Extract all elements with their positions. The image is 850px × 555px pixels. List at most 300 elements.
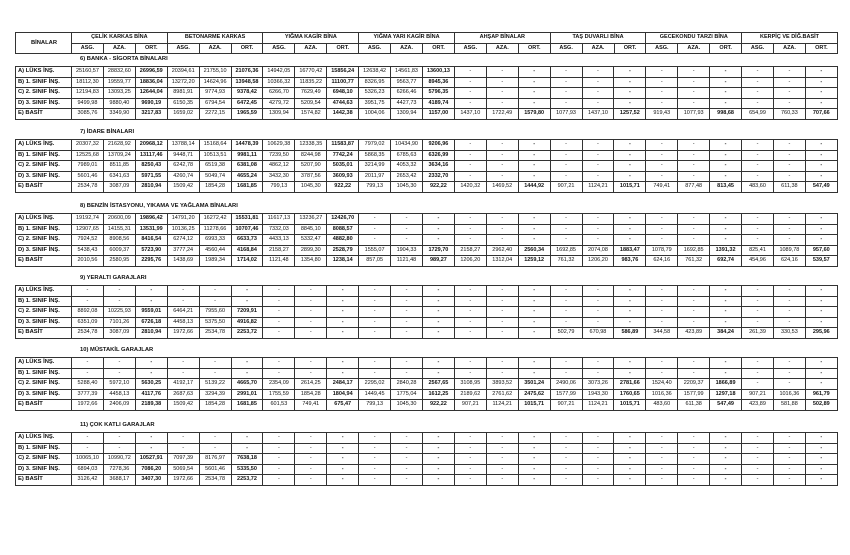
table-cell: - <box>742 67 774 78</box>
table-cell: - <box>454 317 486 328</box>
table-cell: 8981,91 <box>167 88 199 99</box>
sub-header: ORT. <box>805 43 837 54</box>
table-cell: 922,22 <box>422 182 454 193</box>
table-cell: 7629,49 <box>295 88 327 99</box>
table-cell: 6726,18 <box>135 317 167 328</box>
table-cell: 1692,85 <box>678 245 710 256</box>
table-cell: 7955,60 <box>199 307 231 318</box>
table-cell: - <box>518 98 550 109</box>
sub-header: AZA. <box>582 43 614 54</box>
row-label: A) LÜKS İNŞ. <box>16 358 72 369</box>
row-label: A) LÜKS İNŞ. <box>16 214 72 225</box>
table-cell: - <box>678 286 710 297</box>
table-cell: 4458,13 <box>167 317 199 328</box>
row-label: C) 2. SINIF İNŞ. <box>16 454 72 465</box>
table-cell: - <box>486 358 518 369</box>
table-row <box>16 358 838 369</box>
table-cell: 1121,48 <box>263 256 295 267</box>
table-cell: - <box>422 358 454 369</box>
table-cell: - <box>550 307 582 318</box>
table-cell: - <box>359 475 391 486</box>
table-cell: - <box>614 88 646 99</box>
table-cell: - <box>773 443 805 454</box>
table-cell: - <box>773 464 805 475</box>
table-cell: 539,57 <box>805 256 837 267</box>
table-cell: - <box>167 443 199 454</box>
table-cell: 21628,92 <box>103 140 135 151</box>
table-cell: 3294,39 <box>199 389 231 400</box>
table-cell: 483,60 <box>646 400 678 411</box>
table-cell: - <box>391 296 423 307</box>
table-cell: - <box>805 88 837 99</box>
table-cell: 5723,90 <box>135 245 167 256</box>
table-cell: 7742,24 <box>327 150 359 161</box>
table-cell: 12644,04 <box>135 88 167 99</box>
table-cell: - <box>486 443 518 454</box>
table-cell: 3951,75 <box>359 98 391 109</box>
table-cell: 12194,83 <box>72 88 104 99</box>
table-cell: - <box>167 433 199 444</box>
table-cell: - <box>103 296 135 307</box>
table-cell: - <box>646 98 678 109</box>
table-cell: - <box>486 67 518 78</box>
row-label: B) 1. SINIF İNŞ. <box>16 77 72 88</box>
table-cell: 7989,01 <box>72 161 104 172</box>
table-cell: 423,89 <box>678 328 710 339</box>
table-cell: - <box>518 224 550 235</box>
table-cell: 344,58 <box>646 328 678 339</box>
table-cell: - <box>422 224 454 235</box>
sub-header: AZA. <box>774 43 806 54</box>
table-cell: - <box>550 454 582 465</box>
table-cell: - <box>454 464 486 475</box>
table-cell: - <box>773 88 805 99</box>
table-cell: - <box>327 296 359 307</box>
table-cell: 813,45 <box>710 182 742 193</box>
table-cell: - <box>391 286 423 297</box>
table-cell: - <box>135 358 167 369</box>
table-cell: 1045,30 <box>391 182 423 193</box>
table-cell: 761,32 <box>550 256 582 267</box>
table-cell: - <box>614 77 646 88</box>
section-table <box>15 213 838 267</box>
table-row <box>16 443 838 454</box>
table-cell: - <box>773 368 805 379</box>
table-cell: 5069,54 <box>167 464 199 475</box>
table-cell: 1883,47 <box>614 245 646 256</box>
table-cell: 1524,40 <box>646 379 678 390</box>
table-cell: 8416,54 <box>135 235 167 246</box>
table-cell: 2534,78 <box>199 475 231 486</box>
table-cell: 20600,09 <box>103 214 135 225</box>
table-cell: 7086,20 <box>135 464 167 475</box>
table-cell: 1206,20 <box>454 256 486 267</box>
table-cell: - <box>582 307 614 318</box>
table-cell: - <box>710 286 742 297</box>
table-cell: - <box>550 224 582 235</box>
table-cell: - <box>422 317 454 328</box>
table-row <box>16 98 838 109</box>
table-cell: - <box>486 475 518 486</box>
table-cell: - <box>135 443 167 454</box>
table-cell: - <box>391 443 423 454</box>
table-cell: - <box>391 433 423 444</box>
table-cell: - <box>614 475 646 486</box>
table-cell: 707,66 <box>805 109 837 120</box>
table-cell: - <box>518 140 550 151</box>
table-row <box>16 454 838 465</box>
table-cell: - <box>614 214 646 225</box>
table-cell: 21076,36 <box>231 67 263 78</box>
table-cell: - <box>454 296 486 307</box>
table-cell: 13236,27 <box>295 214 327 225</box>
table-row <box>16 140 838 151</box>
table-cell: 3609,93 <box>327 171 359 182</box>
table-cell: - <box>359 358 391 369</box>
group-header: KERPİÇ VE DİĞ.BASİT <box>742 33 838 44</box>
table-cell: 18112,30 <box>72 77 104 88</box>
table-cell: 16770,42 <box>295 67 327 78</box>
table-cell: 2653,42 <box>391 171 423 182</box>
table-cell: - <box>103 358 135 369</box>
table-cell: - <box>486 307 518 318</box>
table-cell: - <box>773 433 805 444</box>
table-row <box>16 317 838 328</box>
table-cell: 1449,45 <box>359 389 391 400</box>
table-cell: 8945,36 <box>422 77 454 88</box>
table-cell: - <box>646 140 678 151</box>
table-cell: 330,53 <box>773 328 805 339</box>
row-label: C) 2. SINIF İNŞ. <box>16 161 72 172</box>
table-cell: - <box>742 296 774 307</box>
table-cell: - <box>805 150 837 161</box>
table-cell: - <box>582 77 614 88</box>
group-header: YIĞMA YARI KAGİR BİNA <box>359 33 455 44</box>
table-cell: 799,13 <box>359 400 391 411</box>
table-cell: 5049,74 <box>199 171 231 182</box>
table-cell: 10434,90 <box>391 140 423 151</box>
table-cell: - <box>710 161 742 172</box>
table-cell: - <box>646 214 678 225</box>
table-row <box>16 109 838 120</box>
table-cell: - <box>773 224 805 235</box>
table-cell: 1965,59 <box>231 109 263 120</box>
group-header: BETONARME KARKAS <box>167 33 263 44</box>
table-cell: 2406,09 <box>103 400 135 411</box>
table-cell: - <box>582 214 614 225</box>
table-cell: - <box>646 317 678 328</box>
table-cell: - <box>773 150 805 161</box>
table-cell: 2354,09 <box>263 379 295 390</box>
table-cell: - <box>391 368 423 379</box>
row-label: B) 1. SINIF İNŞ. <box>16 443 72 454</box>
table-cell: 2332,70 <box>422 171 454 182</box>
table-cell: - <box>263 454 295 465</box>
table-cell: - <box>582 88 614 99</box>
table-cell: - <box>391 214 423 225</box>
table-cell: - <box>582 286 614 297</box>
table-cell: 6266,70 <box>263 88 295 99</box>
table-cell: 8511,85 <box>103 161 135 172</box>
table-cell: - <box>710 98 742 109</box>
table-cell: 7332,03 <box>263 224 295 235</box>
table-cell: - <box>422 328 454 339</box>
table-cell: - <box>454 77 486 88</box>
table-cell: - <box>614 171 646 182</box>
table-cell: - <box>742 88 774 99</box>
table-cell: 8244,98 <box>295 150 327 161</box>
table-cell: 9448,71 <box>167 150 199 161</box>
table-cell: - <box>359 433 391 444</box>
table-cell: 3634,16 <box>422 161 454 172</box>
table-cell: - <box>454 224 486 235</box>
table-cell: - <box>359 224 391 235</box>
table-row <box>16 235 838 246</box>
table-cell: - <box>710 475 742 486</box>
row-label: B) 1. SINIF İNŞ. <box>16 296 72 307</box>
table-cell: 11583,87 <box>327 140 359 151</box>
table-cell: 989,27 <box>422 256 454 267</box>
table-cell: 8176,97 <box>199 454 231 465</box>
table-cell: - <box>486 328 518 339</box>
table-cell: 624,16 <box>773 256 805 267</box>
row-label: D) 3. SINIF İNŞ. <box>16 317 72 328</box>
table-cell: 6242,78 <box>167 161 199 172</box>
table-cell: - <box>359 235 391 246</box>
table-cell: - <box>678 475 710 486</box>
table-cell: 907,21 <box>742 389 774 400</box>
section-table <box>15 285 838 339</box>
table-cell: - <box>167 296 199 307</box>
group-header: AHŞAP BİNALAR <box>454 33 550 44</box>
sub-header: AZA. <box>391 43 423 54</box>
table-cell: - <box>391 224 423 235</box>
table-cell: 1124,21 <box>486 400 518 411</box>
table-cell: - <box>773 171 805 182</box>
table-cell: 3893,52 <box>486 379 518 390</box>
table-cell: - <box>486 161 518 172</box>
table-cell: - <box>805 224 837 235</box>
table-cell: 5630,25 <box>135 379 167 390</box>
section-table <box>15 357 838 411</box>
table-cell: 6009,37 <box>103 245 135 256</box>
table-cell: - <box>135 286 167 297</box>
table-cell: - <box>359 464 391 475</box>
table-cell: - <box>742 161 774 172</box>
table-cell: - <box>327 286 359 297</box>
table-cell: 922,22 <box>422 400 454 411</box>
table-cell: - <box>582 358 614 369</box>
table-cell: - <box>199 368 231 379</box>
table-cell: 1555,07 <box>359 245 391 256</box>
table-cell: 3407,30 <box>135 475 167 486</box>
table-row <box>16 296 838 307</box>
table-cell: 4560,44 <box>199 245 231 256</box>
table-cell: - <box>678 171 710 182</box>
table-cell: - <box>742 77 774 88</box>
table-cell: - <box>678 317 710 328</box>
table-cell: 1442,38 <box>327 109 359 120</box>
sub-header: ORT. <box>614 43 646 54</box>
table-cell: 907,21 <box>550 400 582 411</box>
table-cell: 586,89 <box>614 328 646 339</box>
table-cell: - <box>773 161 805 172</box>
sub-header: ORT. <box>327 43 359 54</box>
table-row <box>16 379 838 390</box>
table-cell: 1509,42 <box>167 182 199 193</box>
table-cell: - <box>518 307 550 318</box>
table-cell: - <box>678 454 710 465</box>
table-cell: 1574,82 <box>295 109 327 120</box>
table-cell: 4458,13 <box>103 389 135 400</box>
table-cell: 9378,42 <box>231 88 263 99</box>
table-cell: - <box>678 98 710 109</box>
table-cell: 1257,52 <box>614 109 646 120</box>
table-cell: - <box>359 443 391 454</box>
table-cell: - <box>550 433 582 444</box>
table-cell: 7278,36 <box>103 464 135 475</box>
row-label: E) BASİT <box>16 109 72 120</box>
table-cell: - <box>710 433 742 444</box>
table-cell: - <box>199 443 231 454</box>
table-cell: 547,49 <box>710 400 742 411</box>
table-cell: - <box>359 296 391 307</box>
table-cell: - <box>135 368 167 379</box>
table-cell: - <box>454 475 486 486</box>
table-cell: - <box>742 464 774 475</box>
table-cell: 919,43 <box>646 109 678 120</box>
table-cell: - <box>773 379 805 390</box>
table-cell: - <box>103 368 135 379</box>
table-cell: 2560,34 <box>518 245 550 256</box>
table-cell: 1692,85 <box>550 245 582 256</box>
table-cell: - <box>646 475 678 486</box>
table-cell: - <box>710 358 742 369</box>
table-row <box>16 328 838 339</box>
table-cell: - <box>295 368 327 379</box>
table-cell: - <box>263 317 295 328</box>
table-cell: - <box>805 140 837 151</box>
row-label: E) BASİT <box>16 400 72 411</box>
table-cell: - <box>742 171 774 182</box>
sub-header: AZA. <box>103 43 135 54</box>
table-cell: - <box>646 161 678 172</box>
table-cell: 1972,66 <box>167 328 199 339</box>
table-cell: - <box>582 67 614 78</box>
table-cell: 1509,42 <box>167 400 199 411</box>
table-cell: 3688,17 <box>103 475 135 486</box>
table-cell: - <box>646 224 678 235</box>
table-cell: - <box>422 296 454 307</box>
table-cell: - <box>454 328 486 339</box>
table-cell: - <box>773 296 805 307</box>
table-cell: - <box>486 454 518 465</box>
table-row <box>16 464 838 475</box>
table-cell: 1157,00 <box>422 109 454 120</box>
table-cell: - <box>263 433 295 444</box>
table-cell: 20968,12 <box>135 140 167 151</box>
table-cell: 15856,24 <box>327 67 359 78</box>
table-cell: 4665,70 <box>231 379 263 390</box>
table-cell: - <box>518 433 550 444</box>
table-cell: - <box>742 150 774 161</box>
row-label-header: BİNALAR <box>16 33 72 54</box>
table-cell: 5035,01 <box>327 161 359 172</box>
table-cell: - <box>518 454 550 465</box>
table-cell: - <box>327 358 359 369</box>
table-cell: - <box>454 433 486 444</box>
table-cell: - <box>550 98 582 109</box>
table-cell: - <box>678 214 710 225</box>
table-cell: 1015,71 <box>614 182 646 193</box>
header-table <box>15 32 838 54</box>
row-label: D) 3. SINIF İNŞ. <box>16 389 72 400</box>
table-cell: - <box>614 140 646 151</box>
row-label: A) LÜKS İNŞ. <box>16 433 72 444</box>
table-cell: 11100,77 <box>327 77 359 88</box>
table-cell: - <box>646 368 678 379</box>
table-cell: 8250,43 <box>135 161 167 172</box>
table-cell: 16272,42 <box>199 214 231 225</box>
table-cell: - <box>582 140 614 151</box>
table-cell: 2534,78 <box>72 328 104 339</box>
table-cell: - <box>72 296 104 307</box>
table-cell: - <box>135 296 167 307</box>
table-row <box>16 67 838 78</box>
header-group-row <box>16 33 838 44</box>
table-cell: 4189,74 <box>422 98 454 109</box>
section-title: 9) YERALTI GARAJLARI <box>80 275 147 281</box>
table-cell: 1391,32 <box>710 245 742 256</box>
table-row <box>16 182 838 193</box>
table-cell: 2484,17 <box>327 379 359 390</box>
table-cell: 14478,39 <box>231 140 263 151</box>
table-cell: - <box>327 328 359 339</box>
table-cell: - <box>359 328 391 339</box>
row-label: A) LÜKS İNŞ. <box>16 67 72 78</box>
table-cell: - <box>742 443 774 454</box>
table-cell: - <box>742 286 774 297</box>
table-cell: 1438,69 <box>167 256 199 267</box>
table-cell: 799,13 <box>263 182 295 193</box>
table-cell: 581,88 <box>773 400 805 411</box>
table-cell: - <box>550 77 582 88</box>
table-cell: 1077,93 <box>678 109 710 120</box>
table-cell: - <box>72 368 104 379</box>
section-title: 8) BENZİN İSTASYONU, YIKAMA VE YAĞLAMA BİNALARI <box>80 203 238 209</box>
table-cell: 2580,95 <box>103 256 135 267</box>
table-cell: - <box>518 214 550 225</box>
table-cell: - <box>805 286 837 297</box>
sub-header: ASG. <box>359 43 391 54</box>
table-cell: - <box>518 464 550 475</box>
sub-header: ASG. <box>550 43 582 54</box>
table-cell: - <box>678 443 710 454</box>
table-cell: - <box>582 161 614 172</box>
table-cell: - <box>486 98 518 109</box>
table-cell: 907,21 <box>550 182 582 193</box>
table-cell: - <box>678 77 710 88</box>
table-cell: 384,24 <box>710 328 742 339</box>
table-cell: - <box>742 475 774 486</box>
table-cell: - <box>646 77 678 88</box>
table-row <box>16 171 838 182</box>
table-cell: - <box>805 235 837 246</box>
table-cell: - <box>231 286 263 297</box>
table-cell: 2295,76 <box>135 256 167 267</box>
table-cell: - <box>295 358 327 369</box>
table-cell: - <box>646 307 678 318</box>
